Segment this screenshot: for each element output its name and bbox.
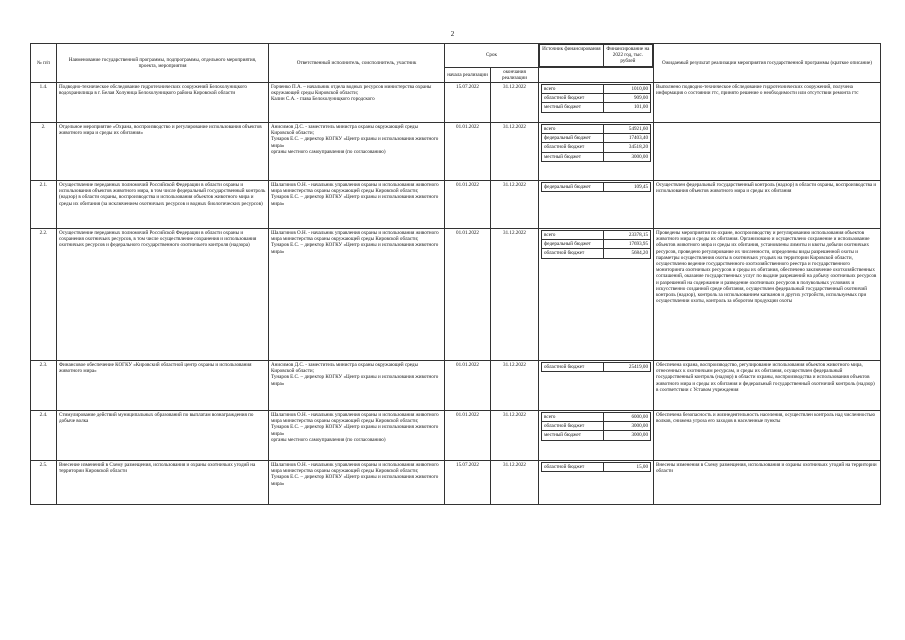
executor-line: Анисимов Д.С. - заместитель министра охраны окружающей среды Кировской области; xyxy=(271,124,418,137)
executor-line: Шалагинов О.Н. - начальник управления охраны и использования животного мира министерства охраны окружающей среды Кировской области; xyxy=(271,230,439,243)
row-end-date: 31.12.2022 xyxy=(491,361,539,411)
financing-amount: 101,00 xyxy=(603,103,650,112)
header-name: Наименование государственной программы, подпрограммы, отдельного мероприятия, проекта, мероприятия xyxy=(57,44,269,83)
row-start-date: 01.01.2022 xyxy=(445,411,491,461)
row-result: Проведены мероприятия по охране, воспроизводству и регулированию использования объектов животного мира и среды их обитания. Организовано и осуществлено сохранение и использование объектов животного мира и среды их обитания, установлены лимиты и квоты добычи охотничьих ресурсов, проведено регулирование их численности, определены виды разрешенной охоты и параметры осуществления охоты в охотничьих угодьях на территории Кировской области, осуществлено ведение государственного охотхозяйственного реестра и государственного мониторинга охотничьих ресурсов и среды их обитания, обеспечено заключение охотхозяйственных соглашений, оказание государственных услуг по выдаче разрешений на добычу охотничьих ресурсов и разрешений на содержание и разведение охотничьих ресурсов в полувольных условиях и искусственно созданной среде обитания, осуществлен федеральный государственный охотничий контроль (надзор), контроль за использованием капканов и других устройств, используемых при осуществлении охоты, контроль за оборотом продукции охоты xyxy=(654,229,881,361)
financing-line xyxy=(542,103,651,112)
financing-amount: 17403,40 xyxy=(603,134,650,143)
row-financing xyxy=(539,123,654,181)
row-result xyxy=(654,123,881,181)
row-financing xyxy=(539,181,654,229)
financing-source: всего xyxy=(542,413,604,422)
row-number: 2.1. xyxy=(31,181,57,229)
row-executors xyxy=(269,411,445,461)
executor-line: Шалагинов О.Н. - начальник управления охраны и использования животного мира министерства охраны окружающей среды Кировской области; xyxy=(271,462,439,475)
table-row xyxy=(31,229,881,361)
financing-amount: 17693,95 xyxy=(603,240,650,249)
financing-source: федеральный бюджет xyxy=(542,134,604,143)
financing-amount: 909,00 xyxy=(603,94,650,103)
header-num: № п/п xyxy=(31,44,57,83)
table-row xyxy=(31,123,881,181)
financing-amount: 54921,60 xyxy=(603,125,650,134)
row-start-date: 01.01.2022 xyxy=(445,229,491,361)
row-number: 2.2. xyxy=(31,229,57,361)
financing-line xyxy=(542,422,651,431)
financing-line xyxy=(542,431,651,440)
executor-line: Тунаров Е.С. – директор КОГКУ «Центр охраны и использования животного мира» xyxy=(271,424,439,437)
financing-line xyxy=(542,413,651,422)
header-fin-spacer xyxy=(539,67,654,82)
financing-source: всего xyxy=(542,85,604,94)
executor-line: Тунаров Е.С. – директор КОГКУ «Центр охраны и использования животного мира» xyxy=(271,194,439,207)
executor-line: органы местного самоуправления (по согласованию) xyxy=(271,436,386,443)
row-end-date: 31.12.2022 xyxy=(491,123,539,181)
row-executors xyxy=(269,123,445,181)
row-financing xyxy=(539,411,654,461)
financing-source: областной бюджет xyxy=(542,363,604,372)
financing-source: областной бюджет xyxy=(542,249,604,258)
financing-source: федеральный бюджет xyxy=(542,183,604,192)
financing-line xyxy=(542,183,651,192)
financing-source: областной бюджет xyxy=(542,422,604,431)
row-number: 2.4. xyxy=(31,411,57,461)
row-executors xyxy=(269,361,445,411)
header-exec: Ответственный исполнитель, соисполнитель, участник xyxy=(269,44,445,83)
table-row xyxy=(31,411,881,461)
financing-line xyxy=(542,134,651,143)
row-number: 1.4. xyxy=(31,83,57,123)
row-financing xyxy=(539,83,654,123)
row-start-date: 01.01.2022 xyxy=(445,181,491,229)
header-funding: Финансирование на 2022 год, тыс. рублей xyxy=(603,45,652,67)
row-end-date: 31.12.2022 xyxy=(491,181,539,229)
financing-line xyxy=(542,152,651,161)
row-executors xyxy=(269,229,445,361)
financing-amount: 109,45 xyxy=(603,183,650,192)
header-source: Источник финансирования xyxy=(540,45,604,67)
header-term: Срок xyxy=(445,44,539,68)
financing-source: федеральный бюджет xyxy=(542,240,604,249)
row-end-date: 31.12.2022 xyxy=(491,83,539,123)
row-result: Обеспечена охрана, воспроизводство, регулирование использования объектов животного мира, отнесенных к охотничьим ресурсам, и среды их обитания, осуществлен федеральный государственный контроль (надзор) в области охраны, воспроизводства и использования объектов животного мира и среды их обитания и федеральный государственный охотничий контроль (надзор) в соответствии с Уставом учреждения xyxy=(654,361,881,411)
financing-source: местный бюджет xyxy=(542,152,604,161)
page-number: 2 xyxy=(450,30,455,38)
row-name: Финансовое обеспечение КОГКУ «Кировский областной центр охраны и использования животного мира» xyxy=(57,361,269,411)
financing-line xyxy=(542,240,651,249)
table-row xyxy=(31,461,881,505)
row-financing xyxy=(539,229,654,361)
row-name: Осуществление переданных полномочий Российской Федерации в области охраны и использования объектов животного мира, в том числе федеральный государственный контроль (надзор) в области охраны, воспроизводства и использования объектов животного мира и среды их обитания (за исключением охотничьих ресурсов и водных биологических ресурсов) xyxy=(57,181,269,229)
header-start: начала реализации xyxy=(445,67,491,82)
row-end-date: 31.12.2022 xyxy=(491,461,539,505)
header-result: Ожидаемый результат реализации мероприятия государственной программы (краткое описание) xyxy=(654,44,881,83)
row-name: Осуществление переданных полномочий Российской Федерации в области охраны и сохранения охотничьих ресурсов, в том числе осуществление сохранения и использования охотничьих ресурсов и федерального государственного охотничьего контроля (надзора) xyxy=(57,229,269,361)
executor-line: Анисимов Д.С. - заместитель министра охраны окружающей среды Кировской области; xyxy=(271,362,418,375)
header-source-funding xyxy=(539,44,654,68)
financing-amount: 25419,00 xyxy=(603,363,650,372)
row-result: Обеспечена безопасность и жизнедеятельность населения, осуществлен контроль над численностью волков, снижена угроза его заходов в населенные пункты xyxy=(654,411,881,461)
table-row xyxy=(31,361,881,411)
table-row xyxy=(31,83,881,123)
financing-source: всего xyxy=(542,231,604,240)
header-row xyxy=(31,44,881,68)
financing-amount: 6000,00 xyxy=(603,413,650,422)
executor-line: Тунаров Е.С. – директор КОГКУ «Центр охраны и использования животного мира» xyxy=(271,374,439,387)
financing-amount: 34518,20 xyxy=(603,143,650,152)
financing-line xyxy=(542,249,651,258)
row-start-date: 01.01.2022 xyxy=(445,123,491,181)
financing-amount: 23378,15 xyxy=(603,231,650,240)
executor-line: Шалагинов О.Н. - начальник управления охраны и использования животного мира министерства охраны окружающей среды Кировской области; xyxy=(271,182,439,195)
financing-source: областной бюджет xyxy=(542,94,604,103)
row-name: Внесение изменений в Схему размещения, использования и охраны охотничьих угодий на территории Кировской области xyxy=(57,461,269,505)
financing-amount: 3000,00 xyxy=(603,422,650,431)
row-start-date: 15.07.2022 xyxy=(445,83,491,123)
financing-line xyxy=(542,85,651,94)
row-end-date: 31.12.2022 xyxy=(491,229,539,361)
program-table xyxy=(30,43,881,505)
row-executors xyxy=(269,181,445,229)
executor-line: Шалагинов О.Н. - начальник управления охраны и использования животного мира министерства охраны окружающей среды Кировской области; xyxy=(271,412,439,425)
financing-amount: 3000,00 xyxy=(603,431,650,440)
financing-line xyxy=(542,143,651,152)
row-name: Отдельное мероприятие «Охрана, воспроизводство и регулирование использования объектов животного мира и среды их обитания» xyxy=(57,123,269,181)
financing-amount: 15,00 xyxy=(603,463,650,472)
row-result: Осуществлен федеральный государственный контроль (надзор) в области охраны, воспроизводства и использования объектов животного мира и среды их обитания xyxy=(654,181,881,229)
financing-source: областной бюджет xyxy=(542,143,604,152)
row-result: Внесены изменения в Схему размещения, использования и охраны охотничьих угодий на территории области xyxy=(654,461,881,505)
financing-amount: 3000,00 xyxy=(603,152,650,161)
executor-line: Калин С.А. - глава Белохолуницкого городского xyxy=(271,96,375,103)
row-name: Подводно-техническое обследование гидротехнических сооружений Белохолуницкого водохранилища в г. Белая Холуница Белохолуницкого района Кировской области xyxy=(57,83,269,123)
executor-line: Горченко П.А. – начальник отдела водных ресурсов министерства охраны окружающей среды Кировской области; xyxy=(271,84,432,97)
financing-line xyxy=(542,463,651,472)
header-end: окончания реализации xyxy=(491,67,539,82)
financing-amount: 5684,20 xyxy=(603,249,650,258)
financing-source: всего xyxy=(542,125,604,134)
row-executors xyxy=(269,83,445,123)
executor-line: Тунаров Е.С. – директор КОГКУ «Центр охраны и использования животного мира» xyxy=(271,474,439,487)
row-start-date: 01.01.2022 xyxy=(445,361,491,411)
financing-line xyxy=(542,125,651,134)
row-result: Выполнено подводно-техническое обследование гидротехнических сооружений, получена информация о состоянии гтс, принято решение о необходимости или отсутствии ремонта гтс xyxy=(654,83,881,123)
table-row xyxy=(31,181,881,229)
financing-line xyxy=(542,231,651,240)
row-financing xyxy=(539,461,654,505)
row-executors xyxy=(269,461,445,505)
financing-source: местный бюджет xyxy=(542,431,604,440)
executor-line: органы местного самоуправления (по согласованию) xyxy=(271,148,386,155)
row-start-date: 15.07.2022 xyxy=(445,461,491,505)
financing-amount: 1010,00 xyxy=(603,85,650,94)
row-name: Стимулирование действий муниципальных образований по выплатам вознаграждения по добыче волка xyxy=(57,411,269,461)
row-number: 2. xyxy=(31,123,57,181)
financing-source: областной бюджет xyxy=(542,463,604,472)
row-financing xyxy=(539,361,654,411)
executor-line: Тунаров Е.С. – директор КОГКУ «Центр охраны и использования животного мира» xyxy=(271,136,439,149)
row-number: 2.5. xyxy=(31,461,57,505)
financing-line xyxy=(542,94,651,103)
financing-line xyxy=(542,363,651,372)
row-number: 2.3. xyxy=(31,361,57,411)
row-end-date: 31.12.2022 xyxy=(491,411,539,461)
financing-source: местный бюджет xyxy=(542,103,604,112)
executor-line: Тунаров Е.С. – директор КОГКУ «Центр охраны и использования животного мира» xyxy=(271,242,439,255)
